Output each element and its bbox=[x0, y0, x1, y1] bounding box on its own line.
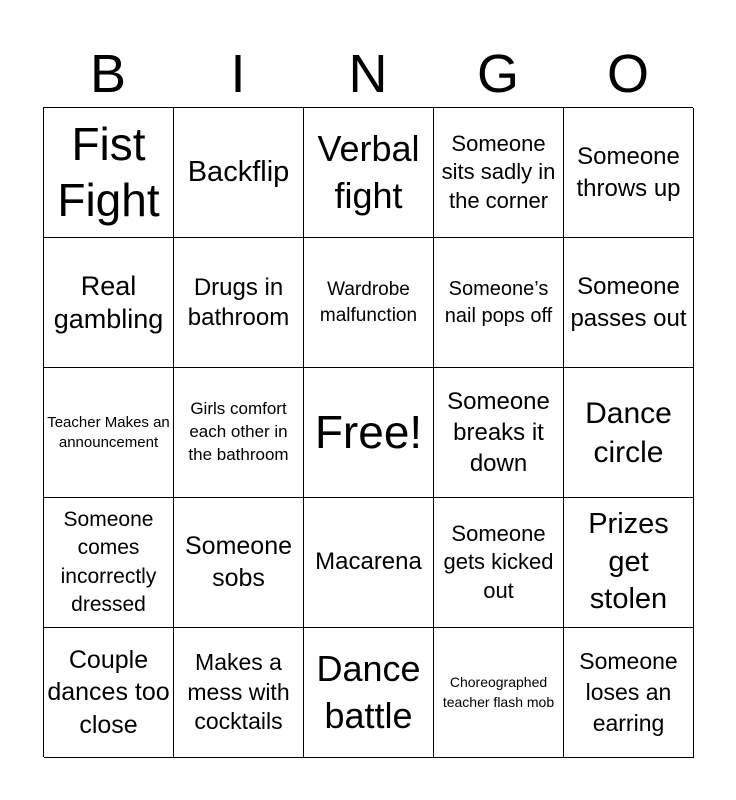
header-letter-n: N bbox=[348, 44, 388, 104]
bingo-cell[interactable] bbox=[564, 628, 694, 758]
bingo-cell[interactable] bbox=[434, 368, 564, 498]
bingo-cell-text: Free! bbox=[314, 405, 423, 458]
header-letter-i: I bbox=[230, 44, 246, 104]
bingo-cell-text: Backflip bbox=[187, 155, 290, 188]
bingo-cell[interactable] bbox=[174, 108, 304, 238]
bingo-cell[interactable] bbox=[564, 238, 694, 368]
bingo-cell[interactable] bbox=[434, 498, 564, 628]
bingo-cell[interactable] bbox=[44, 238, 174, 368]
bingo-cell-text: Someone throws up bbox=[576, 143, 681, 202]
bingo-cell-text: Someone breaks it down bbox=[447, 387, 550, 478]
bingo-cell-text: Makes a mess with cocktails bbox=[187, 648, 290, 735]
bingo-cell[interactable] bbox=[564, 108, 694, 238]
bingo-cell-text: Someone passes out bbox=[570, 273, 687, 332]
bingo-cell[interactable] bbox=[174, 238, 304, 368]
bingo-cell[interactable] bbox=[44, 108, 174, 238]
bingo-cell-text: Prizes get stolen bbox=[588, 507, 669, 616]
header-letter-o: O bbox=[606, 44, 649, 104]
bingo-cell-text: Someone comes incorrectly dressed bbox=[60, 507, 157, 616]
bingo-cell-text: Drugs in bathroom bbox=[187, 273, 290, 331]
bingo-cell[interactable] bbox=[304, 628, 434, 758]
bingo-cell-text: Someone sits sadly in the corner bbox=[441, 130, 556, 213]
bingo-cell-text: Someone gets kicked out bbox=[443, 520, 554, 603]
bingo-header bbox=[43, 40, 693, 108]
bingo-cell[interactable] bbox=[304, 238, 434, 368]
bingo-cell-text: Fist Fight bbox=[57, 118, 160, 226]
bingo-cell-text: Couple dances too close bbox=[47, 645, 170, 739]
header-letter-b: B bbox=[89, 44, 127, 104]
bingo-cell-text: Girls comfort each other in the bathroom bbox=[188, 399, 289, 464]
bingo-cell[interactable] bbox=[434, 238, 564, 368]
bingo-cell-text: Real gambling bbox=[53, 271, 164, 334]
bingo-cell[interactable] bbox=[174, 628, 304, 758]
bingo-cell-text: Macarena bbox=[315, 548, 422, 576]
free-space-cell[interactable] bbox=[304, 368, 434, 498]
bingo-cell-text: Dance circle bbox=[585, 396, 672, 469]
bingo-cell-text: Someone’s nail pops off bbox=[444, 277, 553, 327]
bingo-cell-text: Someone loses an earring bbox=[579, 647, 678, 737]
bingo-cell[interactable] bbox=[304, 108, 434, 238]
bingo-cell[interactable] bbox=[174, 498, 304, 628]
bingo-cell-text: Teacher Makes an announcement bbox=[47, 414, 170, 451]
bingo-cell-text: Wardrobe malfunction bbox=[319, 278, 418, 326]
bingo-cell[interactable] bbox=[564, 498, 694, 628]
bingo-cell-text: Dance battle bbox=[316, 647, 421, 736]
bingo-cell[interactable] bbox=[304, 498, 434, 628]
bingo-cell-text: Verbal fight bbox=[317, 127, 420, 216]
bingo-grid bbox=[43, 107, 693, 757]
bingo-cell[interactable] bbox=[44, 368, 174, 498]
bingo-cell[interactable] bbox=[174, 368, 304, 498]
bingo-cell[interactable] bbox=[44, 628, 174, 758]
header-letter-g: G bbox=[476, 44, 519, 104]
bingo-cell[interactable] bbox=[564, 368, 694, 498]
bingo-cell-text: Choreographed teacher flash mob bbox=[442, 673, 555, 710]
bingo-cell-text: Someone sobs bbox=[184, 532, 293, 592]
bingo-cell[interactable] bbox=[434, 108, 564, 238]
bingo-cell[interactable] bbox=[44, 498, 174, 628]
bingo-cell[interactable] bbox=[434, 628, 564, 758]
